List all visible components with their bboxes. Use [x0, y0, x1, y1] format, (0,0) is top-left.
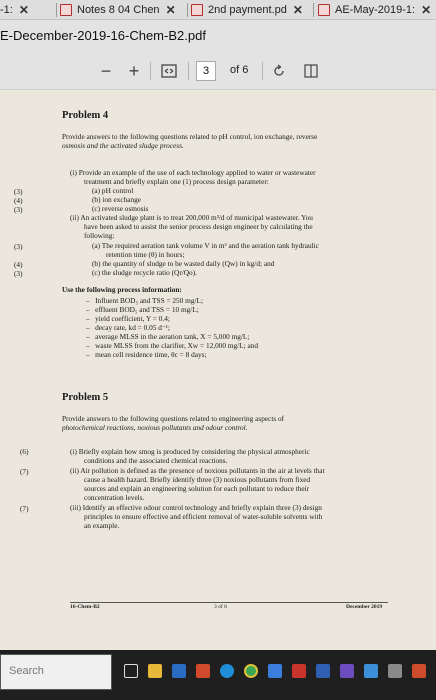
fit-page-button[interactable] [158, 61, 180, 81]
process-info-item: – Influent BOD₅ and TSS = 250 mg/L; [86, 296, 203, 305]
q4-ii-c: (c) the sludge recycle ratio (Qr/Qo). [92, 268, 197, 277]
problem-5-intro: Provide answers to the following questions related to engineering aspects of [62, 414, 285, 423]
footer-exam-code: 16-Chem-B2 [70, 604, 100, 610]
q4-i-c: (c) reverse osmosis [92, 204, 149, 213]
problem-5-intro-cont: photochemical reactions, noxious pollutants and odour control. [62, 423, 248, 432]
problem-4-intro: Provide answers to the following questions related to pH control, ion exchange, reverse [62, 132, 318, 141]
q4-i-b: (b) ion exchange [92, 195, 142, 204]
toolbar-divider [262, 62, 263, 80]
footer-page-number: 3 of 6 [214, 604, 227, 610]
problem-4-heading: Problem 4 [62, 110, 109, 121]
tab-4[interactable] [318, 0, 436, 20]
toolbar-divider [188, 62, 189, 80]
tab-2[interactable] [60, 0, 182, 20]
pdf-file-icon [318, 4, 330, 16]
app-icon[interactable] [364, 664, 378, 678]
page-count: of 6 [230, 64, 249, 76]
footer-date: December 2019 [346, 604, 383, 610]
q5-ii-text-4: concentration levels. [84, 493, 145, 502]
pdf-file-icon [191, 4, 203, 16]
fit-page-icon [161, 64, 177, 78]
app-icon[interactable] [412, 664, 426, 678]
zoom-in-button[interactable]: + [128, 60, 140, 81]
close-icon[interactable]: ✕ [421, 3, 432, 17]
toolbar-divider [150, 62, 151, 80]
zoom-out-button[interactable]: − [100, 60, 112, 81]
app-icon[interactable] [388, 664, 402, 678]
document-view-icon [304, 64, 318, 78]
q4-ii-text-3: following: [84, 231, 115, 240]
close-icon[interactable]: ✕ [165, 3, 176, 17]
rotate-icon [272, 64, 286, 78]
tab-4-label: AE-May-2019-1: [335, 4, 416, 16]
process-info-item: – waste MLSS from the clarifier, Xw = 12,000 mg/L; and [86, 341, 259, 350]
document-title: E-December-2019-16-Chem-B2.pdf [0, 28, 206, 43]
store-icon[interactable] [268, 664, 282, 678]
q5-i-text-cont: conditions and the associated chemical reactions. [84, 456, 228, 465]
process-info-item: – average MLSS in the aeration tank, X = 5,000 mg/L; [86, 332, 250, 341]
q4-i-text-cont: treatment and briefly explain one (1) process design parameter: [84, 177, 269, 186]
close-icon[interactable]: ✕ [292, 3, 303, 17]
mark: (7) [20, 467, 29, 476]
mark: (7) [20, 504, 29, 513]
q5-ii-text-3: sources and explain an engineering solution for each pollutant to reduce their [84, 484, 310, 493]
process-info-item: – mean cell residence time, θc = 8 days; [86, 350, 207, 359]
q4-i-text: (i) Provide an example of the use of each technology applied to water or wastewater [70, 168, 316, 177]
browser-tab-strip [0, 0, 436, 20]
tab-2-label: Notes 8 04 Chen [77, 4, 160, 16]
mark: (4) [14, 196, 23, 205]
rotate-button[interactable] [268, 61, 290, 81]
q4-ii-b: (b) the quantity of sludge to be wasted daily (Qw) in kg/d; and [92, 259, 275, 268]
process-info-heading: Use the following process information: [62, 285, 182, 294]
close-icon[interactable]: ✕ [18, 3, 29, 17]
footer-rule [70, 602, 388, 603]
taskbar [0, 650, 436, 700]
process-info-item: – effluent BOD₅ and TSS = 10 mg/L; [86, 305, 199, 314]
search-placeholder: Search [9, 665, 44, 677]
q5-ii-text: (ii) Air pollution is defined as the presence of noxious pollutants in the air at levels that [70, 466, 325, 475]
tab-1-label: -1: [0, 4, 13, 16]
tab-divider [56, 3, 57, 17]
tab-3-label: 2nd payment.pd [208, 4, 287, 16]
tab-divider [187, 3, 188, 17]
app-icon[interactable] [340, 664, 354, 678]
mark: (6) [20, 447, 29, 456]
page-number-input[interactable]: 3 [196, 61, 216, 81]
acrobat-icon[interactable] [292, 664, 306, 678]
q4-ii-a-cont: retention time (θ) in hours; [106, 250, 185, 259]
process-info-item: – decay rate, kd = 0.05 d⁻¹; [86, 323, 170, 332]
q5-iii-text-2: principles to ensure effective and efficient removal of water-soluble solvents with [84, 512, 323, 521]
document-title-bar [0, 20, 436, 52]
q4-ii-text-2: have been asked to assist the senior process design engineer by calculating the [84, 222, 313, 231]
pdf-page [0, 90, 436, 650]
q4-i-a: (a) pH control [92, 186, 134, 195]
tab-1[interactable] [0, 0, 48, 20]
tab-3[interactable] [191, 0, 307, 20]
q5-iii-text-3: an example. [84, 521, 120, 530]
taskbar-search-box[interactable] [0, 654, 112, 690]
q5-i-text: (i) Briefly explain how smog is produced by considering the physical atmospheric [70, 447, 310, 456]
q4-ii-text: (ii) An activated sludge plant is to treat 200,000 m³/d of municipal wastewater. You [70, 213, 313, 222]
mail-icon[interactable] [172, 664, 186, 678]
page-view-button[interactable] [300, 61, 322, 81]
q4-ii-a: (a) The required aeration tank volume V in m³ and the aeration tank hydraulic [92, 241, 319, 250]
office-icon[interactable] [196, 664, 210, 678]
process-info-item: – yield coefficient, Y = 0.4; [86, 314, 170, 323]
mark: (3) [14, 269, 23, 278]
q5-iii-text: (iii) Identify an effective odour control technology and briefly explain three (3) design [70, 503, 322, 512]
task-view-icon[interactable] [124, 664, 138, 678]
tab-divider [313, 3, 314, 17]
mark: (3) [14, 187, 23, 196]
edge-icon[interactable] [220, 664, 234, 678]
mark: (4) [14, 260, 23, 269]
problem-4-intro-cont: osmosis and the activated sludge process. [62, 141, 184, 150]
pdf-file-icon [60, 4, 72, 16]
q5-ii-text-2: cause a health hazard. Briefly identify three (3) noxious pollutants from fixed [84, 475, 311, 484]
word-icon[interactable] [316, 664, 330, 678]
file-explorer-icon[interactable] [148, 664, 162, 678]
mark: (3) [14, 242, 23, 251]
problem-5-heading: Problem 5 [62, 392, 109, 403]
mark: (3) [14, 205, 23, 214]
chrome-icon[interactable] [244, 664, 258, 678]
pdf-toolbar [0, 52, 436, 90]
